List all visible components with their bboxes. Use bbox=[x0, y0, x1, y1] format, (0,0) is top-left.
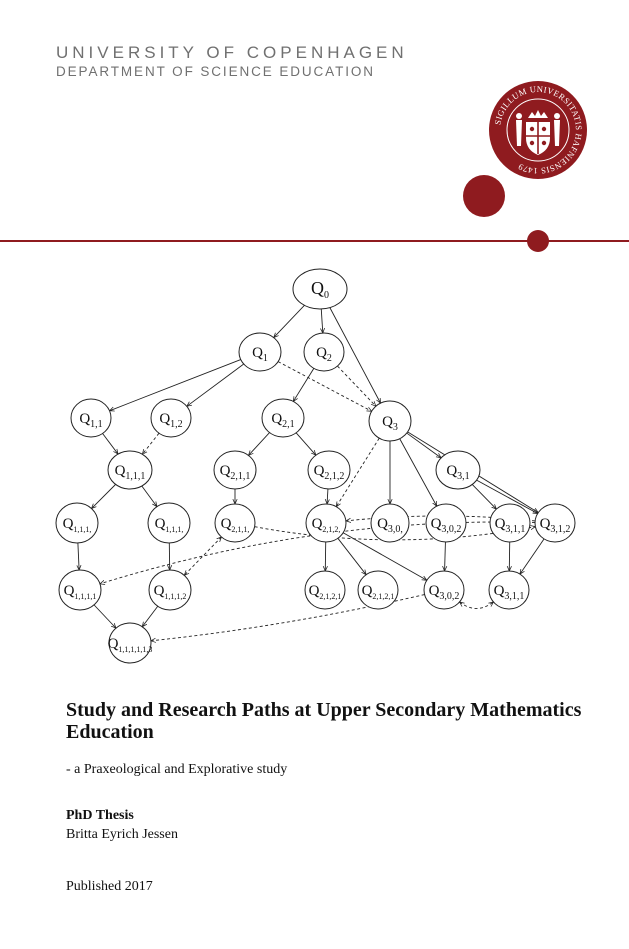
edge-q11111-q111113 bbox=[94, 605, 116, 628]
node-label: $Q_{1,1,1,}$ bbox=[62, 516, 92, 534]
node-label: $Q_{2,1,2,}$ bbox=[311, 516, 341, 534]
node-q12 bbox=[151, 399, 191, 437]
node-q211 bbox=[214, 451, 256, 489]
node-q111113 bbox=[108, 623, 153, 663]
edge-q1-q12 bbox=[187, 364, 244, 406]
publication-year: Published 2017 bbox=[66, 879, 153, 894]
node-q2111 bbox=[215, 504, 255, 542]
node-q1111 bbox=[56, 503, 98, 543]
edge-q12-q111 bbox=[142, 433, 159, 454]
node-label: $Q_{1,1,1}$ bbox=[114, 463, 146, 482]
node-label: $Q_0$ bbox=[311, 278, 329, 301]
node-q0 bbox=[293, 269, 347, 309]
university-name: UNIVERSITY OF COPENHAGEN bbox=[56, 43, 408, 62]
node-q2121a bbox=[305, 571, 345, 609]
research-path-diagram bbox=[0, 255, 629, 675]
node-q311 bbox=[490, 504, 530, 542]
thesis-title: Study and Research Paths at Upper Secondary Mathematics Education bbox=[66, 699, 582, 743]
node-q1111b bbox=[148, 503, 190, 543]
edge-q2-q3 bbox=[337, 366, 375, 406]
node-label: $Q_{3,1,1}$ bbox=[493, 583, 525, 602]
edge-q11-q111 bbox=[103, 433, 118, 454]
edge-q2-q21 bbox=[293, 368, 314, 401]
degree-label: PhD Thesis bbox=[66, 808, 134, 823]
edge-q312-q3111 bbox=[520, 539, 544, 574]
edge-q3-q302 bbox=[400, 439, 437, 506]
node-label: $Q_{3,1,1}$ bbox=[494, 516, 526, 535]
node-q2121b bbox=[358, 571, 398, 609]
node-label: $Q_{3,0,}$ bbox=[377, 516, 403, 535]
edge-q0-q1 bbox=[274, 305, 305, 337]
node-label: $Q_{2,1,2,1}$ bbox=[361, 583, 395, 601]
node-label: $Q_{2,1}$ bbox=[271, 411, 295, 430]
node-q3111 bbox=[489, 571, 529, 609]
node-label: $Q_{1,2}$ bbox=[159, 411, 183, 430]
node-q3 bbox=[369, 401, 411, 441]
node-q212 bbox=[308, 451, 350, 489]
node-q111 bbox=[108, 451, 152, 489]
edge-q1111-q11111 bbox=[78, 543, 79, 570]
node-label: $Q_{3,1}$ bbox=[446, 463, 470, 482]
decorative-circle-small bbox=[527, 230, 549, 252]
edge-q212-q2121 bbox=[327, 489, 328, 504]
edge-q3-q31 bbox=[407, 433, 441, 458]
node-label: $Q_{3,0,2}$ bbox=[428, 583, 460, 602]
edge-q302b-q3111 bbox=[460, 602, 494, 609]
node-q312 bbox=[535, 504, 575, 542]
edge-q11112-q111113 bbox=[142, 606, 157, 627]
node-label: $Q_{1,1,1,}$ bbox=[154, 516, 184, 534]
node-q11112 bbox=[149, 570, 191, 610]
node-label: $Q_{2,1,1}$ bbox=[219, 463, 251, 482]
node-label: $Q_{2,1,2,1}$ bbox=[308, 583, 342, 601]
author-name: Britta Eyrich Jessen bbox=[66, 827, 178, 842]
edge-q2111-q11112 bbox=[184, 537, 221, 575]
svg-text:SIGILLUM UNIVERSITATIS HAFNIEN: SIGILLUM UNIVERSITATIS HAFNIENSIS 1479 bbox=[492, 83, 585, 177]
node-label: $Q_{1,1,1,1,1,3}$ bbox=[107, 636, 153, 654]
node-q31 bbox=[436, 451, 480, 489]
decorative-circle-large bbox=[463, 175, 505, 217]
node-q302 bbox=[426, 504, 466, 542]
university-seal-icon bbox=[488, 80, 588, 180]
node-q301 bbox=[371, 504, 409, 542]
node-q11 bbox=[71, 399, 111, 437]
node-label: $Q_{1,1,1,2}$ bbox=[153, 583, 187, 601]
node-label: $Q_{3,1,2}$ bbox=[539, 516, 571, 535]
edge-q0-q2 bbox=[321, 309, 323, 333]
node-label: $Q_{2,1,2}$ bbox=[313, 463, 345, 482]
node-q21 bbox=[262, 399, 304, 437]
thesis-subtitle: - a Praxeological and Explorative study bbox=[66, 762, 288, 777]
node-q1 bbox=[239, 333, 281, 371]
node-label: $Q_1$ bbox=[252, 345, 268, 364]
edge-q31-q311 bbox=[472, 484, 496, 509]
node-q2121 bbox=[306, 504, 346, 542]
edge-q111-q1111b bbox=[142, 486, 157, 507]
node-label: $Q_2$ bbox=[316, 345, 332, 364]
node-label: $Q_{2,1,1,}$ bbox=[220, 516, 250, 534]
node-label: $Q_{1,1}$ bbox=[79, 411, 103, 430]
edge-q21-q212 bbox=[296, 433, 316, 455]
node-q11111 bbox=[59, 570, 101, 610]
node-label: $Q_3$ bbox=[382, 414, 398, 433]
department-name: DEPARTMENT OF SCIENCE EDUCATION bbox=[56, 64, 375, 79]
node-label: $Q_{1,1,1,1}$ bbox=[63, 583, 97, 601]
edge-q111-q1111 bbox=[91, 484, 115, 508]
edge-q302-q302b bbox=[445, 542, 446, 571]
node-q302b bbox=[424, 571, 464, 609]
node-label: $Q_{3,0,2}$ bbox=[430, 516, 462, 535]
edge-q21-q211 bbox=[248, 433, 269, 456]
node-q2 bbox=[304, 333, 344, 371]
